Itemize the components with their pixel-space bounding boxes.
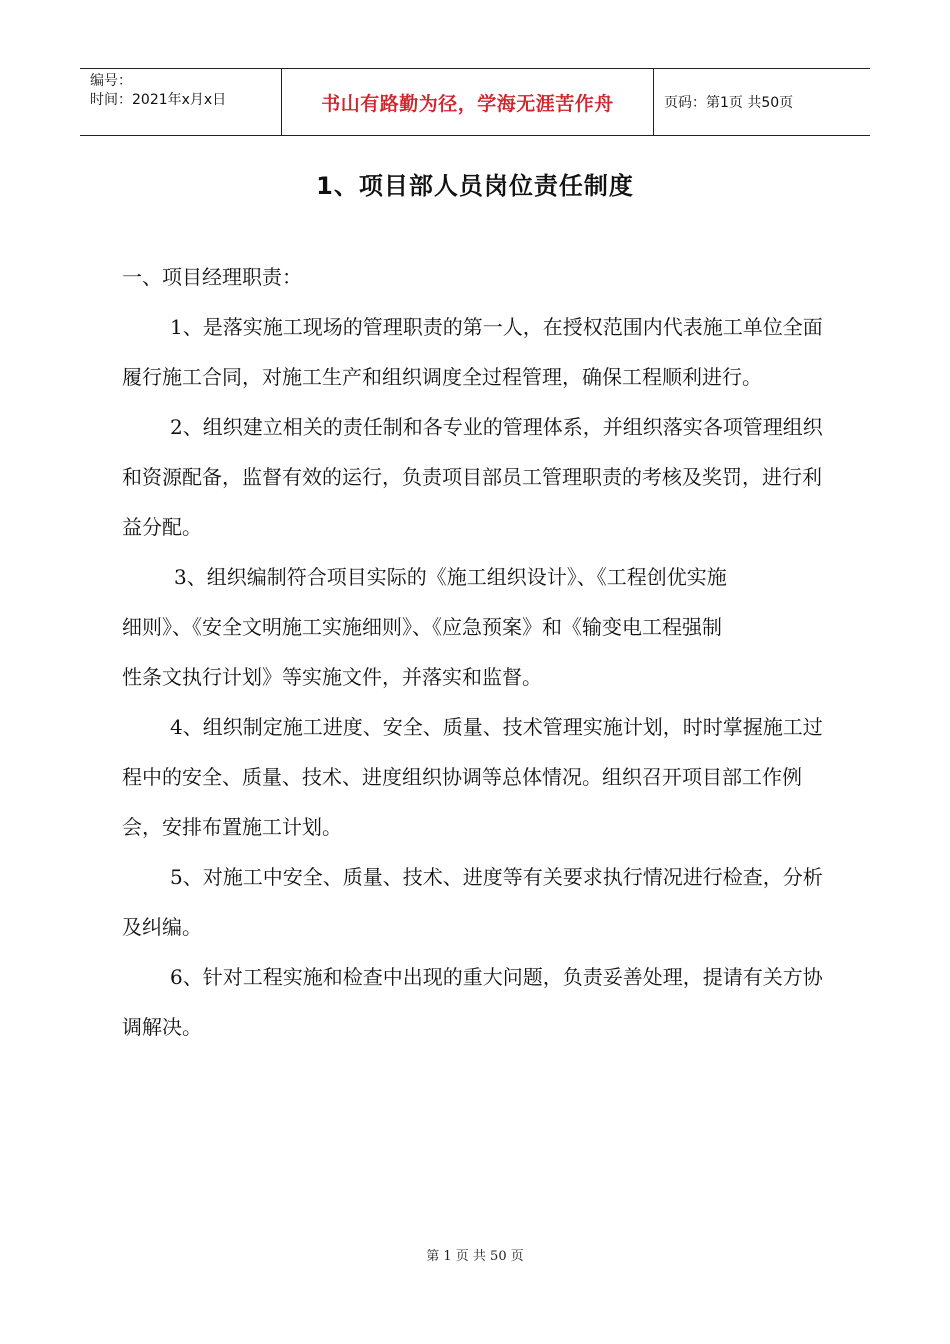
document-title: 1、项目部人员岗位责任制度 — [316, 172, 634, 200]
page-info: 页码：第1页 共50页 — [664, 95, 794, 111]
header-meta-cell — [80, 69, 282, 135]
duty-item-3-line-2: 细则》、《安全文明施工实施细则》、《应急预案》和《输变电工程强制 — [122, 615, 722, 639]
duty-item-6: 6、针对工程实施和检查中出现的重大问题，负责妥善处理，提请有关方协调解决。 — [122, 965, 823, 1039]
header-motto-cell — [282, 69, 654, 135]
duty-item-3-line-1: 3、组织编制符合项目实际的《施工组织设计》、《工程创优实施 — [174, 565, 727, 589]
header-page-cell — [654, 69, 870, 135]
serial-number-label: 编号： — [90, 73, 132, 89]
duty-item-5: 5、对施工中安全、质量、技术、进度等有关要求执行情况进行检查，分析及纠编。 — [122, 865, 823, 939]
time-label: 时间：2021年x月x日 — [90, 92, 227, 108]
duty-item-2: 2、组织建立相关的责任制和各专业的管理体系，并组织落实各项管理组织和资源配备，监督有效的运行，负责项目部员工管理职责的考核及奖罚，进行利益分配。 — [122, 415, 823, 539]
duty-item-4: 4、组织制定施工进度、安全、质量、技术管理实施计划，时时掌握施工过程中的安全、质量、技术、进度组织协调等总体情况。组织召开项目部工作例会，安排布置施工计划。 — [122, 715, 823, 839]
duty-item-3-line-3: 性条文执行计划》等实施文件，并落实和监督。 — [122, 665, 542, 689]
document-body — [122, 252, 832, 1052]
header-table — [80, 68, 870, 136]
duty-item-3 — [122, 552, 832, 702]
page-footer: 第 1 页 共 50 页 — [426, 1249, 524, 1264]
section-heading: 一、项目经理职责： — [122, 265, 302, 289]
duty-item-1: 1、是落实施工现场的管理职责的第一人，在授权范围内代表施工单位全面履行施工合同，对施工生产和组织调度全过程管理，确保工程顺利进行。 — [122, 315, 823, 389]
motto-text: 书山有路勤为径，学海无涯苦作舟 — [321, 92, 614, 115]
